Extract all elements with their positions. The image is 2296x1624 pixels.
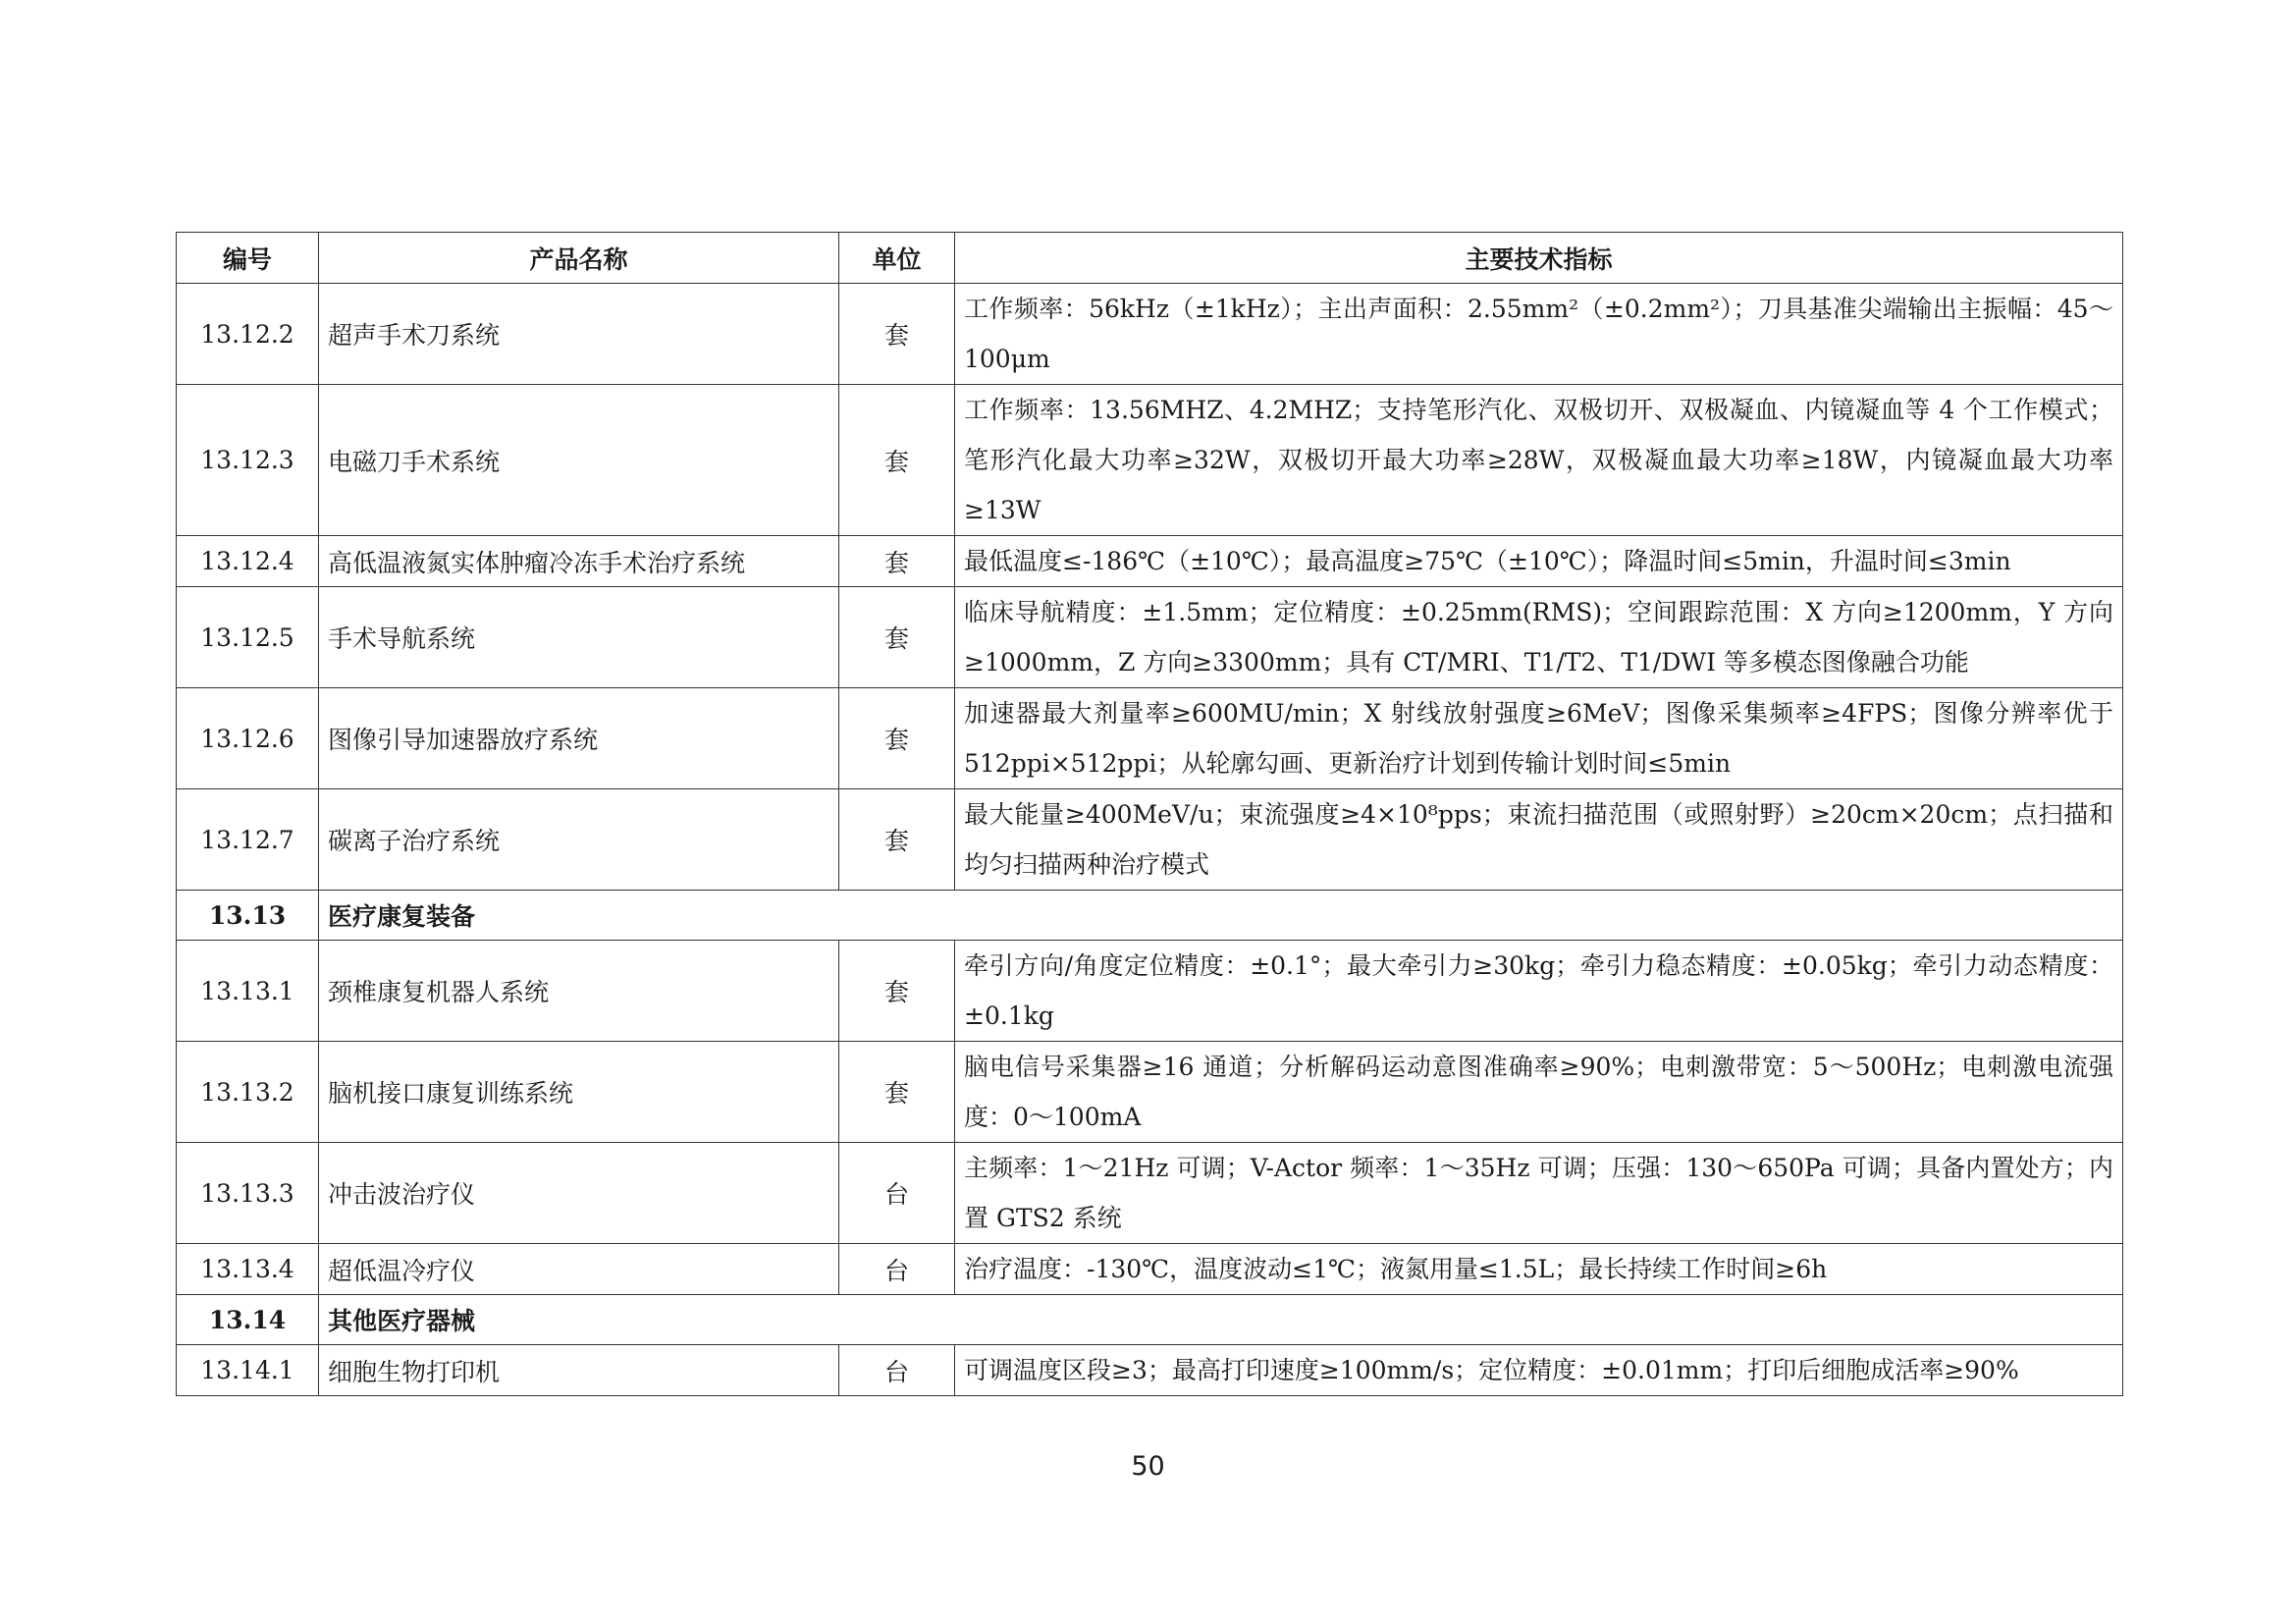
header-spec: 主要技术指标 [955,233,2123,284]
table-row [177,789,2123,891]
cell-unit: 套 [839,536,955,587]
cell-spec: 工作频率：13.56MHZ、4.2MHZ；支持笔形汽化、双极切开、双极凝血、内镜凝血等 4 个工作模式；笔形汽化最大功率≥32W，双极切开最大功率≥28W，双极凝血最大功率≥18W，内镜凝血最大功率≥13W [955,385,2123,536]
cell-unit: 套 [839,941,955,1042]
cell-unit: 套 [839,284,955,385]
cell-spec: 加速器最大剂量率≥600MU/min；X 射线放射强度≥6MeV；图像采集频率≥4FPS；图像分辨率优于512ppi×512ppi；从轮廓勾画、更新治疗计划到传输计划时间≤5min [955,688,2123,789]
cell-product-name: 电磁刀手术系统 [319,385,839,536]
cell-spec: 最低温度≤-186℃（±10℃）；最高温度≥75℃（±10℃）；降温时间≤5min，升温时间≤3min [955,536,2123,587]
table-row [177,536,2123,587]
table-row [177,385,2123,536]
table-header-row [177,233,2123,284]
cell-unit: 套 [839,587,955,688]
cell-spec: 临床导航精度：±1.5mm；定位精度：±0.25mm(RMS)；空间跟踪范围：X 方向≥1200mm，Y 方向≥1000mm，Z 方向≥3300mm；具有 CT/MRI、T1/T2、T1/DWI 等多模态图像融合功能 [955,587,2123,688]
cell-product-name: 超声手术刀系统 [319,284,839,385]
header-product-name: 产品名称 [319,233,839,284]
cell-product-name: 冲击波治疗仪 [319,1143,839,1244]
cell-number: 13.12.4 [177,536,319,587]
cell-number: 13.12.6 [177,688,319,789]
section-number: 13.14 [177,1295,319,1345]
cell-product-name: 超低温冷疗仪 [319,1244,839,1295]
cell-spec: 治疗温度：-130℃，温度波动≤1℃；液氮用量≤1.5L；最长持续工作时间≥6h [955,1244,2123,1295]
section-row [177,891,2123,941]
cell-number: 13.12.2 [177,284,319,385]
section-title: 医疗康复装备 [319,891,2123,941]
cell-product-name: 碳离子治疗系统 [319,789,839,891]
header-unit: 单位 [839,233,955,284]
cell-spec: 主频率：1～21Hz 可调；V-Actor 频率：1～35Hz 可调；压强：130～650Pa 可调；具备内置处方；内置 GTS2 系统 [955,1143,2123,1244]
table-row [177,1345,2123,1396]
table-body [177,284,2123,1396]
header-number: 编号 [177,233,319,284]
cell-spec: 工作频率：56kHz（±1kHz）；主出声面积：2.55mm²（±0.2mm²）；刀具基准尖端输出主振幅：45～100μm [955,284,2123,385]
cell-unit: 台 [839,1143,955,1244]
cell-number: 13.13.3 [177,1143,319,1244]
page-number: 50 [1131,1451,1165,1482]
table-row [177,1143,2123,1244]
table-row [177,284,2123,385]
cell-spec: 牵引方向/角度定位精度：±0.1°；最大牵引力≥30kg；牵引力稳态精度：±0.05kg；牵引力动态精度：±0.1kg [955,941,2123,1042]
cell-number: 13.13.1 [177,941,319,1042]
section-title: 其他医疗器械 [319,1295,2123,1345]
cell-unit: 套 [839,385,955,536]
cell-product-name: 细胞生物打印机 [319,1345,839,1396]
cell-unit: 套 [839,789,955,891]
cell-unit: 台 [839,1244,955,1295]
cell-product-name: 颈椎康复机器人系统 [319,941,839,1042]
cell-unit: 台 [839,1345,955,1396]
cell-spec: 脑电信号采集器≥16 通道；分析解码运动意图准确率≥90%；电刺激带宽：5～500Hz；电刺激电流强度：0～100mA [955,1042,2123,1143]
cell-product-name: 高低温液氮实体肿瘤冷冻手术治疗系统 [319,536,839,587]
cell-product-name: 脑机接口康复训练系统 [319,1042,839,1143]
cell-unit: 套 [839,688,955,789]
cell-product-name: 图像引导加速器放疗系统 [319,688,839,789]
cell-number: 13.12.3 [177,385,319,536]
table-row [177,587,2123,688]
cell-unit: 套 [839,1042,955,1143]
cell-product-name: 手术导航系统 [319,587,839,688]
cell-spec: 最大能量≥400MeV/u；束流强度≥4×10⁸pps；束流扫描范围（或照射野）≥20cm×20cm；点扫描和均匀扫描两种治疗模式 [955,789,2123,891]
cell-number: 13.12.7 [177,789,319,891]
cell-number: 13.13.2 [177,1042,319,1143]
cell-number: 13.12.5 [177,587,319,688]
table-row [177,1042,2123,1143]
spec-table [176,232,2123,1396]
section-number: 13.13 [177,891,319,941]
table-row [177,688,2123,789]
section-row [177,1295,2123,1345]
table-row [177,1244,2123,1295]
table-row [177,941,2123,1042]
cell-number: 13.14.1 [177,1345,319,1396]
cell-number: 13.13.4 [177,1244,319,1295]
cell-spec: 可调温度区段≥3；最高打印速度≥100mm/s；定位精度：±0.01mm；打印后细胞成活率≥90% [955,1345,2123,1396]
